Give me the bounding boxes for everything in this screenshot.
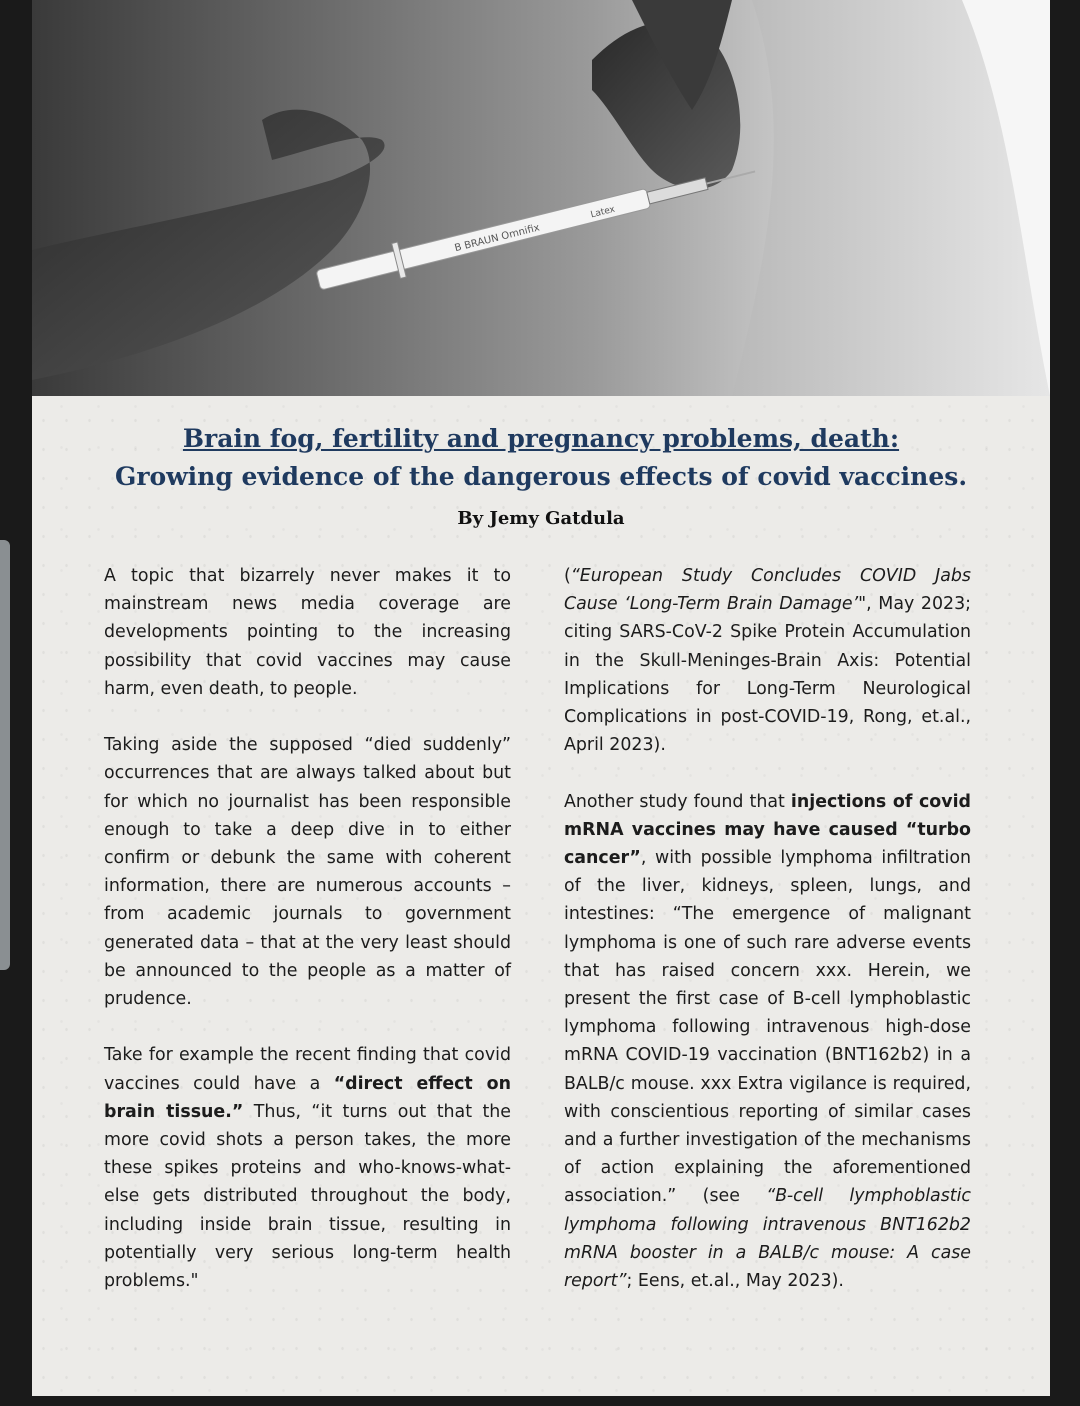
right-paragraph-2: [564, 788, 971, 1296]
left-p3-text-c: Thus, “it turns out that the more covid shots a person takes, the more these spikes proteins and who-knows-what-else gets distributed throughout the body, including inside brain tissue, resulting in potentially very serious long-term health problems.": [104, 1101, 511, 1292]
syringe-illustration: [32, 0, 1050, 396]
right-paragraph-1: [564, 562, 971, 759]
left-p3-bold: “direct effect on brain tissue.”: [104, 1073, 511, 1122]
article-title: [32, 420, 1050, 496]
title-line-2: Growing evidence of the dangerous effects of covid vaccines.: [114, 462, 968, 491]
left-paragraph-1: A topic that bizarrely never makes it to mainstream news media coverage are developments pointing to the increasing possibility that covid vaccines may cause harm, even death, to people.: [104, 566, 511, 699]
right-p1-italic: “European Study Concludes COVID Jabs Cause ‘Long-Term Brain Damage’": [564, 566, 971, 615]
title-line-1: Brain fog, fertility and pregnancy problems, death:: [182, 424, 900, 453]
syringe-brand-label: B BRAUN Omnifix: [453, 222, 541, 255]
syringe-photo: [32, 0, 1050, 396]
document-page: [32, 0, 1050, 1396]
left-p3-text-a: Take for example the recent finding that covid vaccines could have a: [104, 1045, 511, 1094]
right-column: [564, 562, 971, 1323]
right-p1-text-a: (: [564, 566, 571, 586]
syringe-latex-label: Latex: [589, 204, 617, 221]
right-p2-text-a: Another study found that: [564, 791, 791, 812]
left-paragraph-2: Taking aside the supposed “died suddenly” occurrences that are always talked about but for which no journalist has been responsible enough to take a deep dive in to either confirm or debunk the same with coherent information, there are numerous accounts – from academic journals to government generated data – that at the very least should be announced to the people as a matter of prudence.: [104, 735, 511, 1010]
right-p2-text-e: ; Eens, et.al., May 2023).: [626, 1271, 844, 1292]
right-p1-text-c: , May 2023; citing SARS-CoV-2 Spike Protein Accumulation in the Skull-Meninges-Brain Axis: Potential Implications for Long-Term Neurological Complications in post-COVID-19, Rong, et.al., April 2023).: [564, 594, 972, 756]
left-paragraph-3: [104, 1041, 511, 1295]
right-p2-text-c: , with possible lymphoma infiltration of the liver, kidneys, spleen, lungs, and intestines: “The emergence of malignant lymphoma is one of such rare adverse events that has raised concern xxx. Herein, we present the first case of B-cell lymphoblastic lymphoma following intravenous high-dose mRNA COVID-19 vaccination (BNT162b2) in a BALB/c mouse. xxx Extra vigilance is required, with conscientious reporting of similar cases and a further investigation of the mechanisms of action explaining the aforementioned association.” (see: [564, 848, 971, 1207]
scroll-tab[interactable]: [0, 540, 10, 970]
right-p2-bold: injections of covid mRNA vaccines may have caused “turbo cancer”: [564, 791, 971, 869]
byline: By Jemy Gatdula: [457, 508, 625, 529]
left-column: [104, 562, 511, 1323]
right-p2-italic: “B-cell lymphoblastic lymphoma following intravenous BNT162b2 mRNA booster in a BALB/c mouse: A case report”: [564, 1186, 971, 1292]
